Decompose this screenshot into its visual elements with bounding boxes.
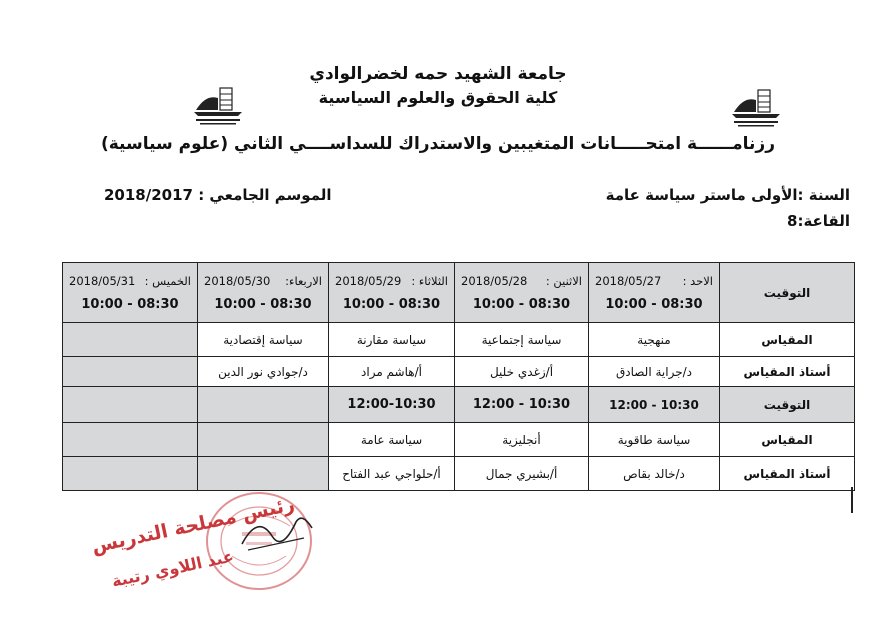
empty-cell — [63, 423, 198, 457]
empty-cell — [198, 387, 329, 423]
module-monday-2: أنجليزية — [455, 423, 589, 457]
professor-monday: أ/زغدي خليل — [455, 357, 589, 387]
row-label-timing-2: التوقيت — [720, 387, 855, 423]
table-row-module — [63, 323, 855, 357]
empty-cell — [198, 423, 329, 457]
time-monday-2: 12:00 - 10:30 — [455, 387, 589, 423]
day-cell-wednesday: الاربعاء: 2018/05/30 10:00 - 08:30 — [198, 263, 329, 323]
professor-sunday: د/جراية الصادق — [589, 357, 720, 387]
module-sunday: منهجية — [589, 323, 720, 357]
row-label-professor-2: أستاذ المقياس — [720, 457, 855, 491]
year-level: السنة :الأولى ماستر سياسة عامة — [605, 186, 850, 204]
handwritten-signature — [238, 508, 318, 558]
empty-cell — [63, 457, 198, 491]
day-cell-tuesday: الثلاثاء : 2018/05/29 10:00 - 08:30 — [329, 263, 455, 323]
day-cell-thursday: الخميس : 2018/05/31 10:00 - 08:30 — [63, 263, 198, 323]
table-row-dates — [63, 263, 855, 323]
day-cell-sunday: الاحد : 2018/05/27 10:00 - 08:30 — [589, 263, 720, 323]
row-label-timing: التوقيت — [720, 263, 855, 323]
table-row-professor — [63, 357, 855, 387]
signature-name: عبد اللاوي رتيبة — [110, 546, 236, 591]
signature-title: رئيس مصلحة التدريس — [89, 493, 297, 558]
module-wednesday: سياسة إقتصادية — [198, 323, 329, 357]
professor-tuesday-2: أ/حلواجي عبد الفتاح — [329, 457, 455, 491]
table-row-professor-2 — [63, 457, 855, 491]
row-label-module: المقياس — [720, 323, 855, 357]
table-row-timing-2 — [63, 387, 855, 423]
professor-monday-2: أ/بشيري جمال — [455, 457, 589, 491]
table-row-module-2 — [63, 423, 855, 457]
module-monday: سياسة إجتماعية — [455, 323, 589, 357]
exam-schedule-table — [62, 262, 855, 491]
professor-tuesday: أ/هاشم مراد — [329, 357, 455, 387]
empty-cell — [63, 323, 198, 357]
university-name: جامعة الشهيد حمه لخضرالوادي — [309, 64, 567, 84]
academic-season: الموسم الجامعي : 2018/2017 — [104, 186, 332, 204]
time-sunday-2: 12:00 - 10:30 — [589, 387, 720, 423]
faculty-name: كلية الحقوق والعلوم السياسية — [318, 88, 558, 107]
module-sunday-2: سياسة طاقوية — [589, 423, 720, 457]
time-tuesday-2: 12:00-10:30 — [329, 387, 455, 423]
row-label-professor: أستاذ المقياس — [720, 357, 855, 387]
module-tuesday-2: سياسة عامة — [329, 423, 455, 457]
professor-wednesday: د/جوادي نور الدين — [198, 357, 329, 387]
row-label-module-2: المقياس — [720, 423, 855, 457]
table-edge-line — [851, 487, 853, 513]
document-title: رزنامــــــة امتحـــــانات المتغيبين والاستدراك للسداســــي الثاني (علوم سياسية) — [100, 134, 776, 154]
room-number: القاعة:8 — [787, 212, 850, 230]
module-tuesday: سياسة مقارنة — [329, 323, 455, 357]
empty-cell — [63, 387, 198, 423]
professor-sunday-2: د/خالد بقاص — [589, 457, 720, 491]
day-cell-monday: الاثنين : 2018/05/28 10:00 - 08:30 — [455, 263, 589, 323]
empty-cell — [63, 357, 198, 387]
